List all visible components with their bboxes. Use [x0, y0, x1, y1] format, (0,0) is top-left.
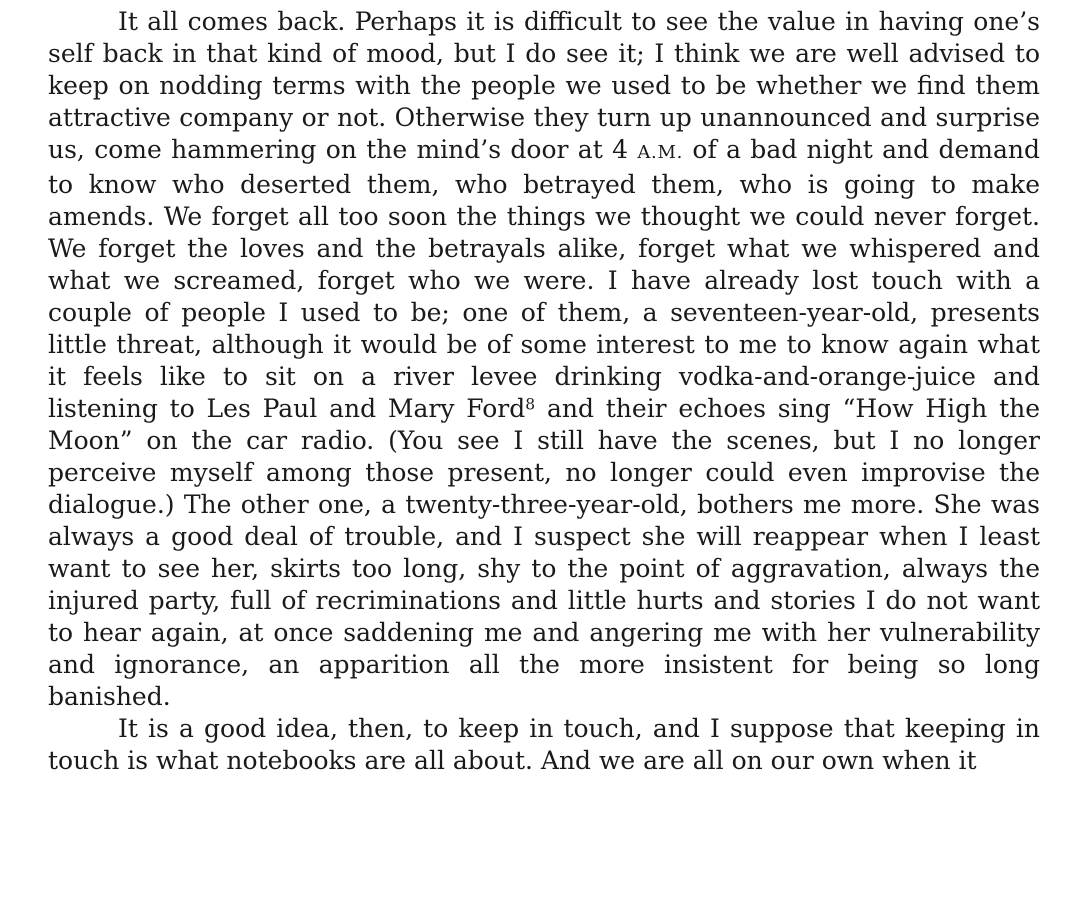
time-abbreviation: A.M.	[637, 142, 684, 163]
footnote-reference: 8	[525, 395, 536, 414]
paragraph-2	[48, 713, 1040, 777]
paragraph-1-text-b: of a bad night and demand to know who deserted them, who betrayed them, who is going to make amends. We forget all too soon the things we thought we could never forget. We forget the loves and the betrayals alike, forget what we whispered and what we screamed, forget who we were. I have already lost touch with a couple of people I used to be; one of them, a seventeen-year-old, presents little threat, although it would be of some interest to me to know again what it feels like to sit on a river levee drinking vodka-and-orange-juice and listening to Les Paul and Mary Ford	[48, 135, 1041, 423]
paragraph-1-text-c: and their echoes sing “How High the Moon” on the car radio. (You see I still have the scenes, but I no longer perceive myself among those present, no longer could even improvise the dialogue.) The other one, a twenty-three-year-old, bothers me more. She was always a good deal of trouble, and I suspect she will reappear when I least want to see her, skirts too long, shy to the point of aggravation, always the injured party, full of recriminations and little hurts and stories I do not want to hear again, at once saddening me and angering me with her vulnerability and ignorance, an apparition all the more insistent for being so long banished.	[48, 394, 1041, 711]
paragraph-1	[48, 6, 1040, 713]
paragraph-2-text: It is a good idea, then, to keep in touch, and I suppose that keeping in touch is what notebooks are all about. And we are all on our own when it	[48, 714, 1040, 775]
paragraph-1-text-a: It all comes back. Perhaps it is difficult to see the value in having one’s self back in that kind of mood, but I do see it; I think we are well advised to keep on nodding terms with the people we used to be whether we find them attractive company or not. Otherwise they turn up unannounced and surprise us, come hammering on the mind’s door at 4	[48, 7, 1040, 164]
